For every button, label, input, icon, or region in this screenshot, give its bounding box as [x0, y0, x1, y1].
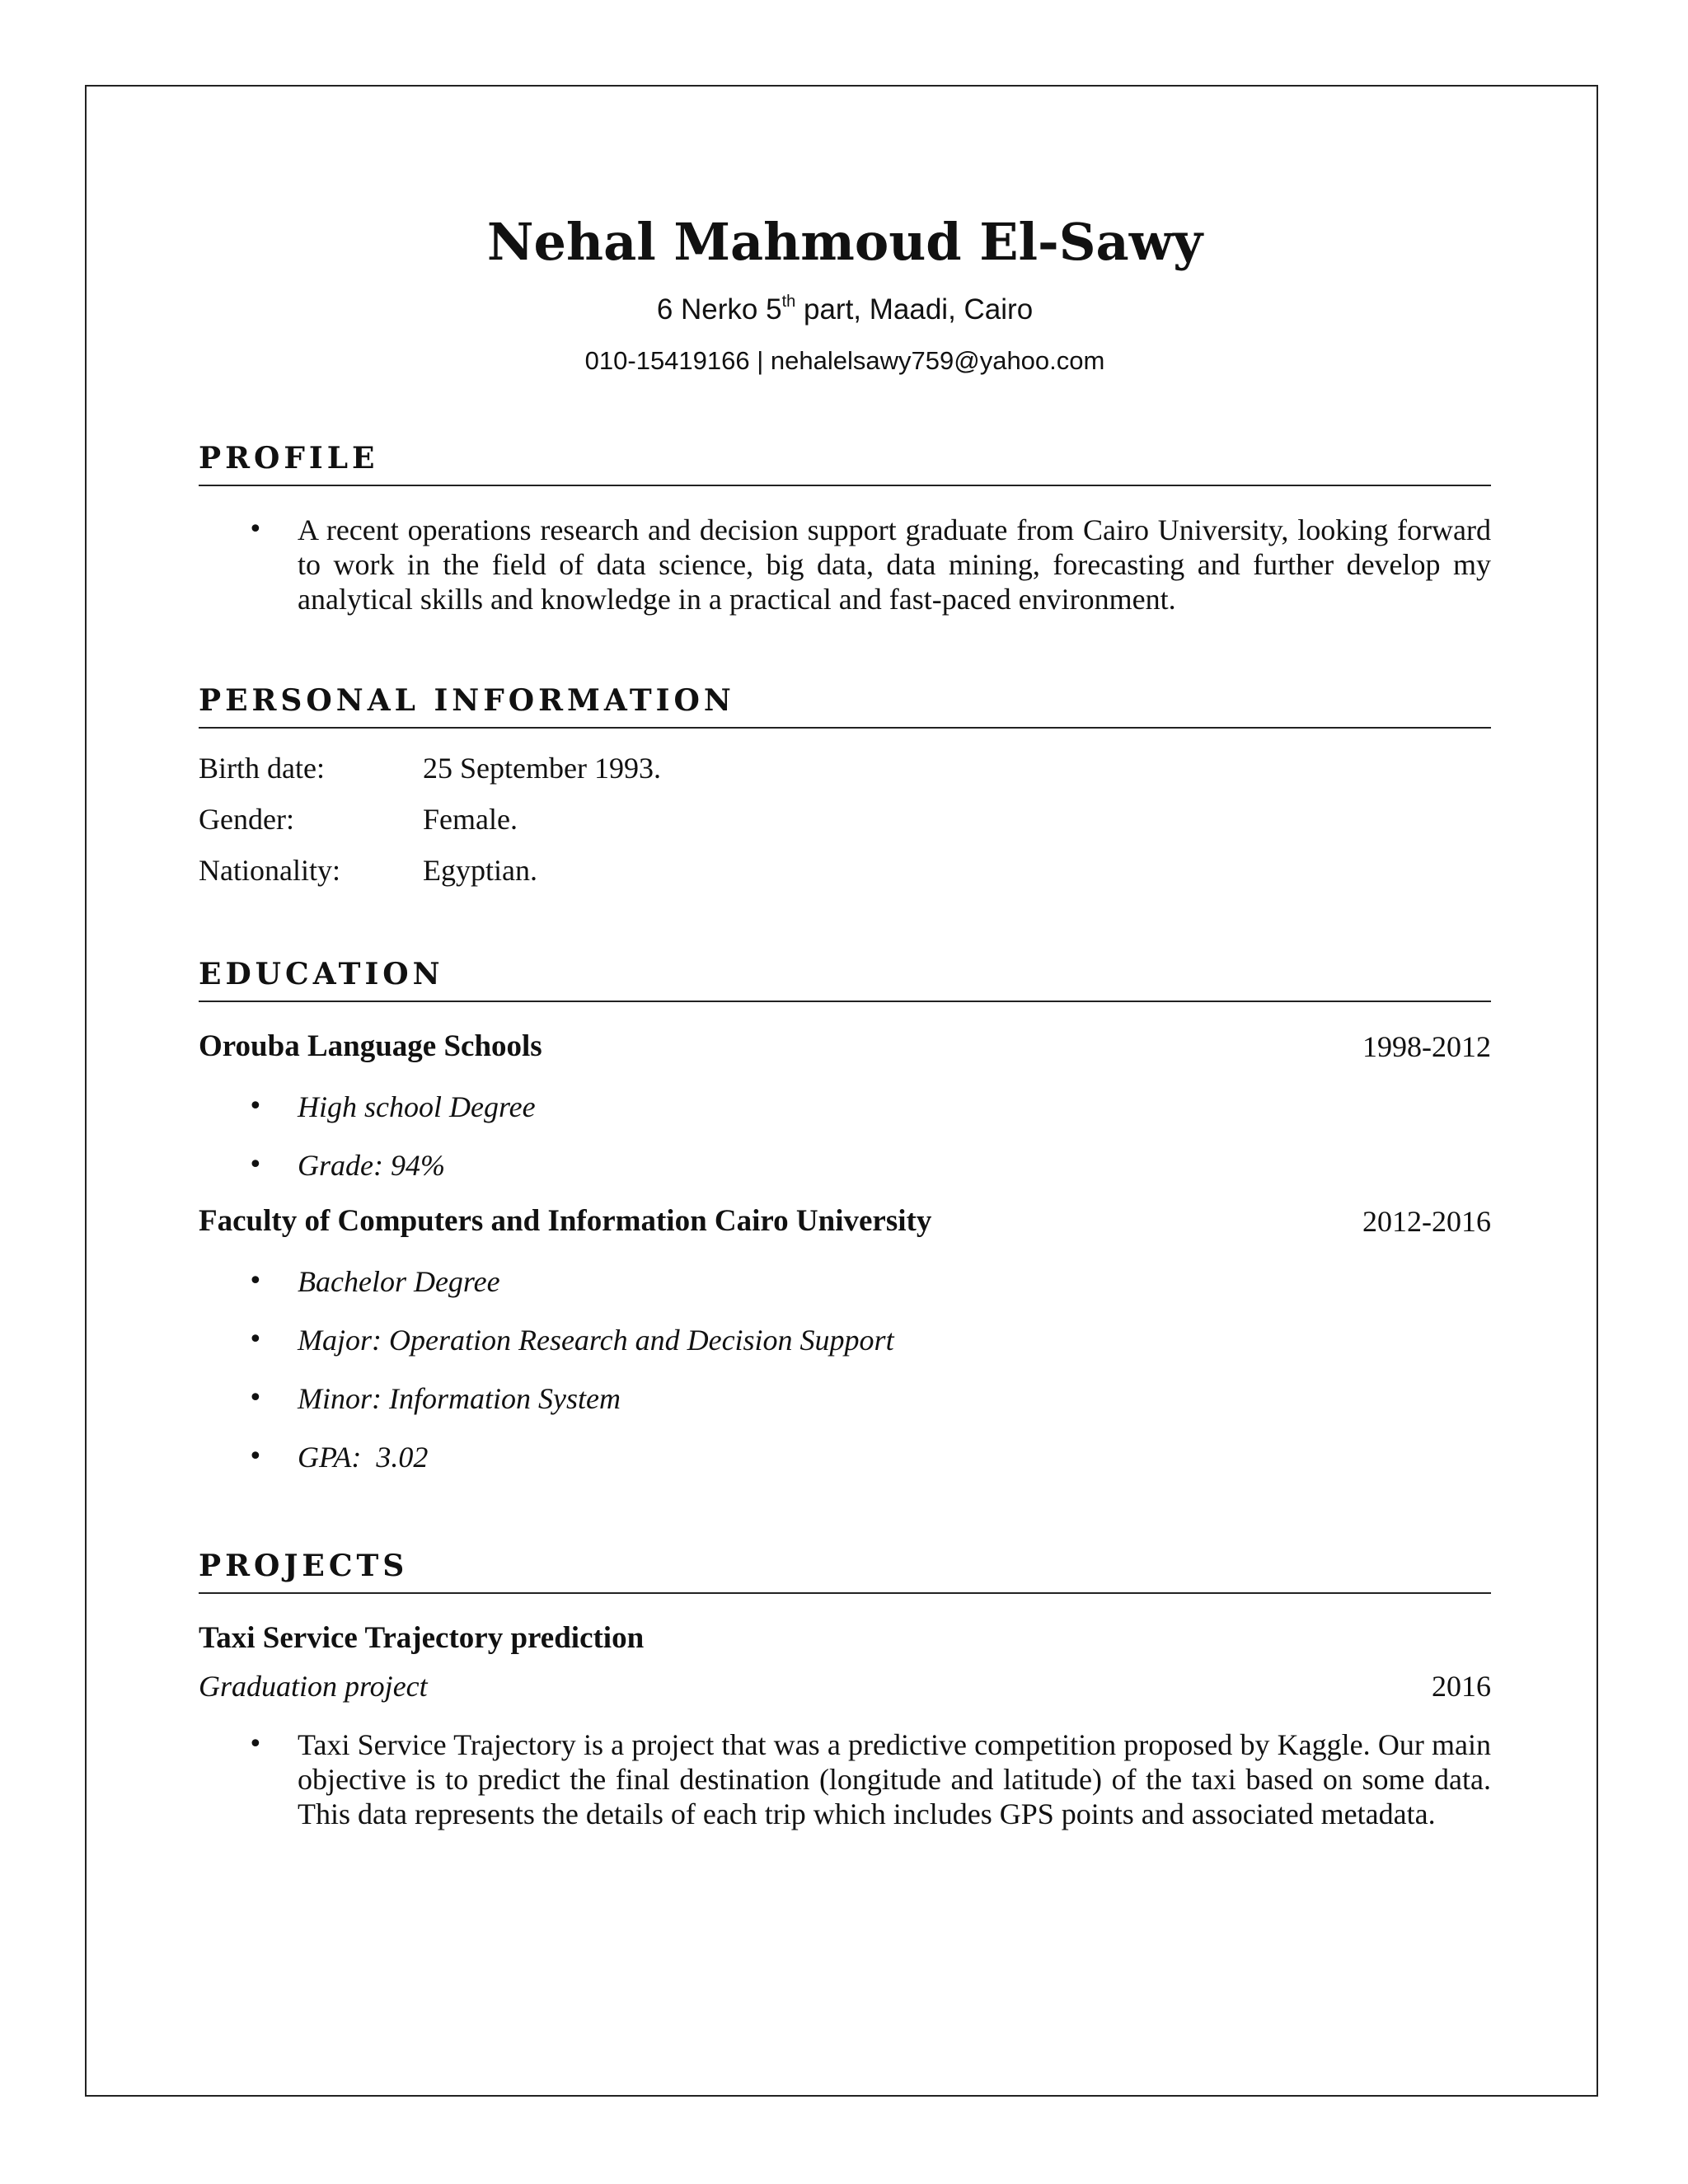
- address-suffix: part, Maadi, Cairo: [795, 293, 1034, 326]
- section-heading-personal-information: PERSONAL INFORMATION: [199, 681, 1491, 729]
- personal-label-nationality: Nationality:: [199, 854, 340, 887]
- education-item: [199, 1381, 1491, 1418]
- education-item-text: Minor: Information System: [298, 1382, 621, 1415]
- profile-bullet: [199, 513, 1491, 620]
- personal-value-gender: Female.: [423, 803, 518, 836]
- bullet-icon: •: [248, 515, 263, 544]
- education-item: [199, 1323, 1491, 1359]
- education-item-text: Grade: 94%: [298, 1149, 445, 1182]
- contact-line: 010-15419166 | nehalelsawy759@yahoo.com: [584, 346, 1105, 375]
- education-title-school: Orouba Language Schools: [199, 1029, 542, 1063]
- personal-value-birth-date: 25 September 1993.: [423, 752, 661, 785]
- education-date-school: 1998-2012: [1362, 1030, 1491, 1063]
- address-line: [199, 292, 1491, 328]
- bullet-icon: •: [248, 1384, 263, 1413]
- education-item-text: GPA: 3.02: [298, 1441, 429, 1474]
- personal-label-birth-date: Birth date:: [199, 752, 325, 785]
- project-date: 2016: [1432, 1670, 1491, 1703]
- bullet-icon: •: [248, 1092, 263, 1121]
- bullet-icon: •: [248, 1151, 263, 1179]
- address-superscript: th: [781, 293, 796, 312]
- candidate-name: Nehal Mahmoud El-Sawy: [486, 212, 1203, 272]
- profile-text: A recent operations research and decision support graduate from Cairo University, looking forward to work in the field of data science, big data, data mining, forecasting and further develop my analytical skills and knowledge in a practical and fast-paced environment.: [298, 513, 1491, 616]
- education-item: [199, 1440, 1491, 1476]
- project-description: Taxi Service Trajectory is a project that was a predictive competition proposed by Kaggle. Our main objective is to predict the final destination (longitude and latitude) of the taxi based on some data. This data represents the details of each trip which includes GPS points and associated metadata.: [298, 1728, 1491, 1830]
- address-prefix: 6 Nerko 5: [656, 293, 782, 326]
- education-item-text: High school Degree: [298, 1090, 536, 1123]
- education-item: [199, 1090, 1491, 1126]
- personal-label-gender: Gender:: [199, 803, 294, 836]
- bullet-icon: •: [248, 1730, 263, 1759]
- personal-value-nationality: Egyptian.: [423, 854, 537, 887]
- section-heading-education: EDUCATION: [199, 954, 1491, 1002]
- education-item-text: Major: Operation Research and Decision Support: [298, 1324, 894, 1357]
- section-heading-projects: PROJECTS: [199, 1546, 1491, 1594]
- section-heading-profile: PROFILE: [199, 438, 1491, 486]
- education-item: [199, 1264, 1491, 1301]
- education-item-text: Bachelor Degree: [298, 1265, 500, 1298]
- project-subtitle: Graduation project: [199, 1670, 428, 1703]
- project-title: Taxi Service Trajectory prediction: [199, 1621, 645, 1655]
- bullet-icon: •: [248, 1442, 263, 1471]
- education-title-university: Faculty of Computers and Information Cairo University: [199, 1204, 932, 1238]
- project-bullet: [199, 1727, 1491, 1868]
- bullet-icon: •: [248, 1325, 263, 1354]
- bullet-icon: •: [248, 1267, 263, 1296]
- education-item: [199, 1148, 1491, 1184]
- education-date-university: 2012-2016: [1362, 1205, 1491, 1238]
